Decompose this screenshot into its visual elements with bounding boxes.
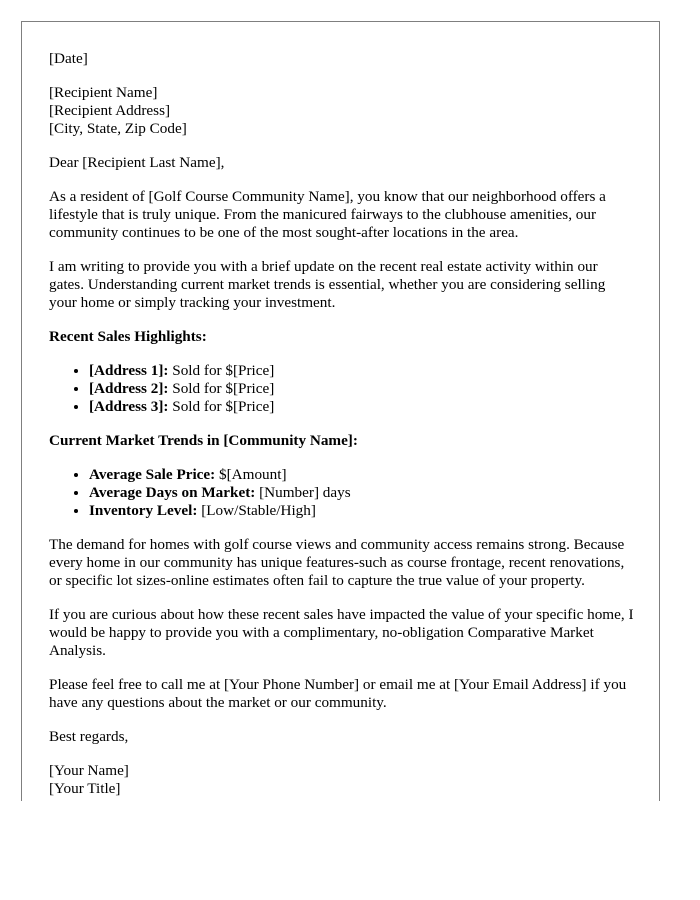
letter-date: [Date] — [49, 50, 88, 67]
signature-block — [49, 762, 634, 798]
sale-address: [Address 3]: — [89, 398, 169, 415]
trend-value: [Number] days — [255, 484, 351, 501]
signature-title: [Your Title] — [49, 780, 121, 797]
purpose-paragraph: I am writing to provide you with a brief update on the recent real estate activity within our gates. Understanding current market trends is essential, whether you are considering selling your home or simply tracking your investment. — [49, 258, 606, 311]
letter-body — [49, 50, 634, 801]
recipient-address-block — [49, 84, 634, 138]
letter-page — [21, 21, 660, 801]
contact-paragraph: Please feel free to call me at [Your Phone Number] or email me at [Your Email Address] if you have any questions about the market or our community. — [49, 676, 627, 711]
demand-paragraph: The demand for homes with golf course views and community access remains strong. Because every home in our community has unique features-such as course frontage, recent renovations, or specific lot sizes-online estimates often fail to capture the true value of your property. — [49, 536, 625, 589]
list-item — [89, 380, 634, 398]
offer-paragraph: If you are curious about how these recent sales have impacted the value of your specific home, I would be happy to provide you with a complimentary, no-obligation Comparative Market Analysis. — [49, 606, 634, 659]
closing: Best regards, — [49, 728, 129, 745]
sale-price: Sold for $[Price] — [168, 398, 275, 415]
salutation: Dear [Recipient Last Name], — [49, 154, 225, 171]
recipient-address: [Recipient Address] — [49, 102, 171, 119]
trend-value: $[Amount] — [215, 466, 287, 483]
list-item — [89, 502, 634, 520]
list-item — [89, 398, 634, 416]
trend-label: Inventory Level: — [89, 502, 198, 519]
list-item — [89, 362, 634, 380]
recipient-name: [Recipient Name] — [49, 84, 158, 101]
sale-price: Sold for $[Price] — [168, 380, 275, 397]
intro-paragraph: As a resident of [Golf Course Community Name], you know that our neighborhood offers a lifestyle that is truly unique. From the manicured fairways to the clubhouse amenities, our community continues to be one of the most sought-after locations in the area. — [49, 188, 606, 241]
list-item — [89, 484, 634, 502]
trend-label: Average Days on Market: — [89, 484, 256, 501]
sale-price: Sold for $[Price] — [168, 362, 275, 379]
sales-heading: Recent Sales Highlights: — [49, 328, 207, 345]
sale-address: [Address 1]: — [89, 362, 169, 379]
signature-name: [Your Name] — [49, 762, 129, 779]
trends-heading: Current Market Trends in [Community Name]: — [49, 432, 358, 449]
sales-list — [49, 362, 634, 416]
list-item — [89, 466, 634, 484]
trend-value: [Low/Stable/High] — [197, 502, 316, 519]
trends-list — [49, 466, 634, 520]
recipient-city: [City, State, Zip Code] — [49, 120, 187, 137]
sale-address: [Address 2]: — [89, 380, 169, 397]
trend-label: Average Sale Price: — [89, 466, 216, 483]
